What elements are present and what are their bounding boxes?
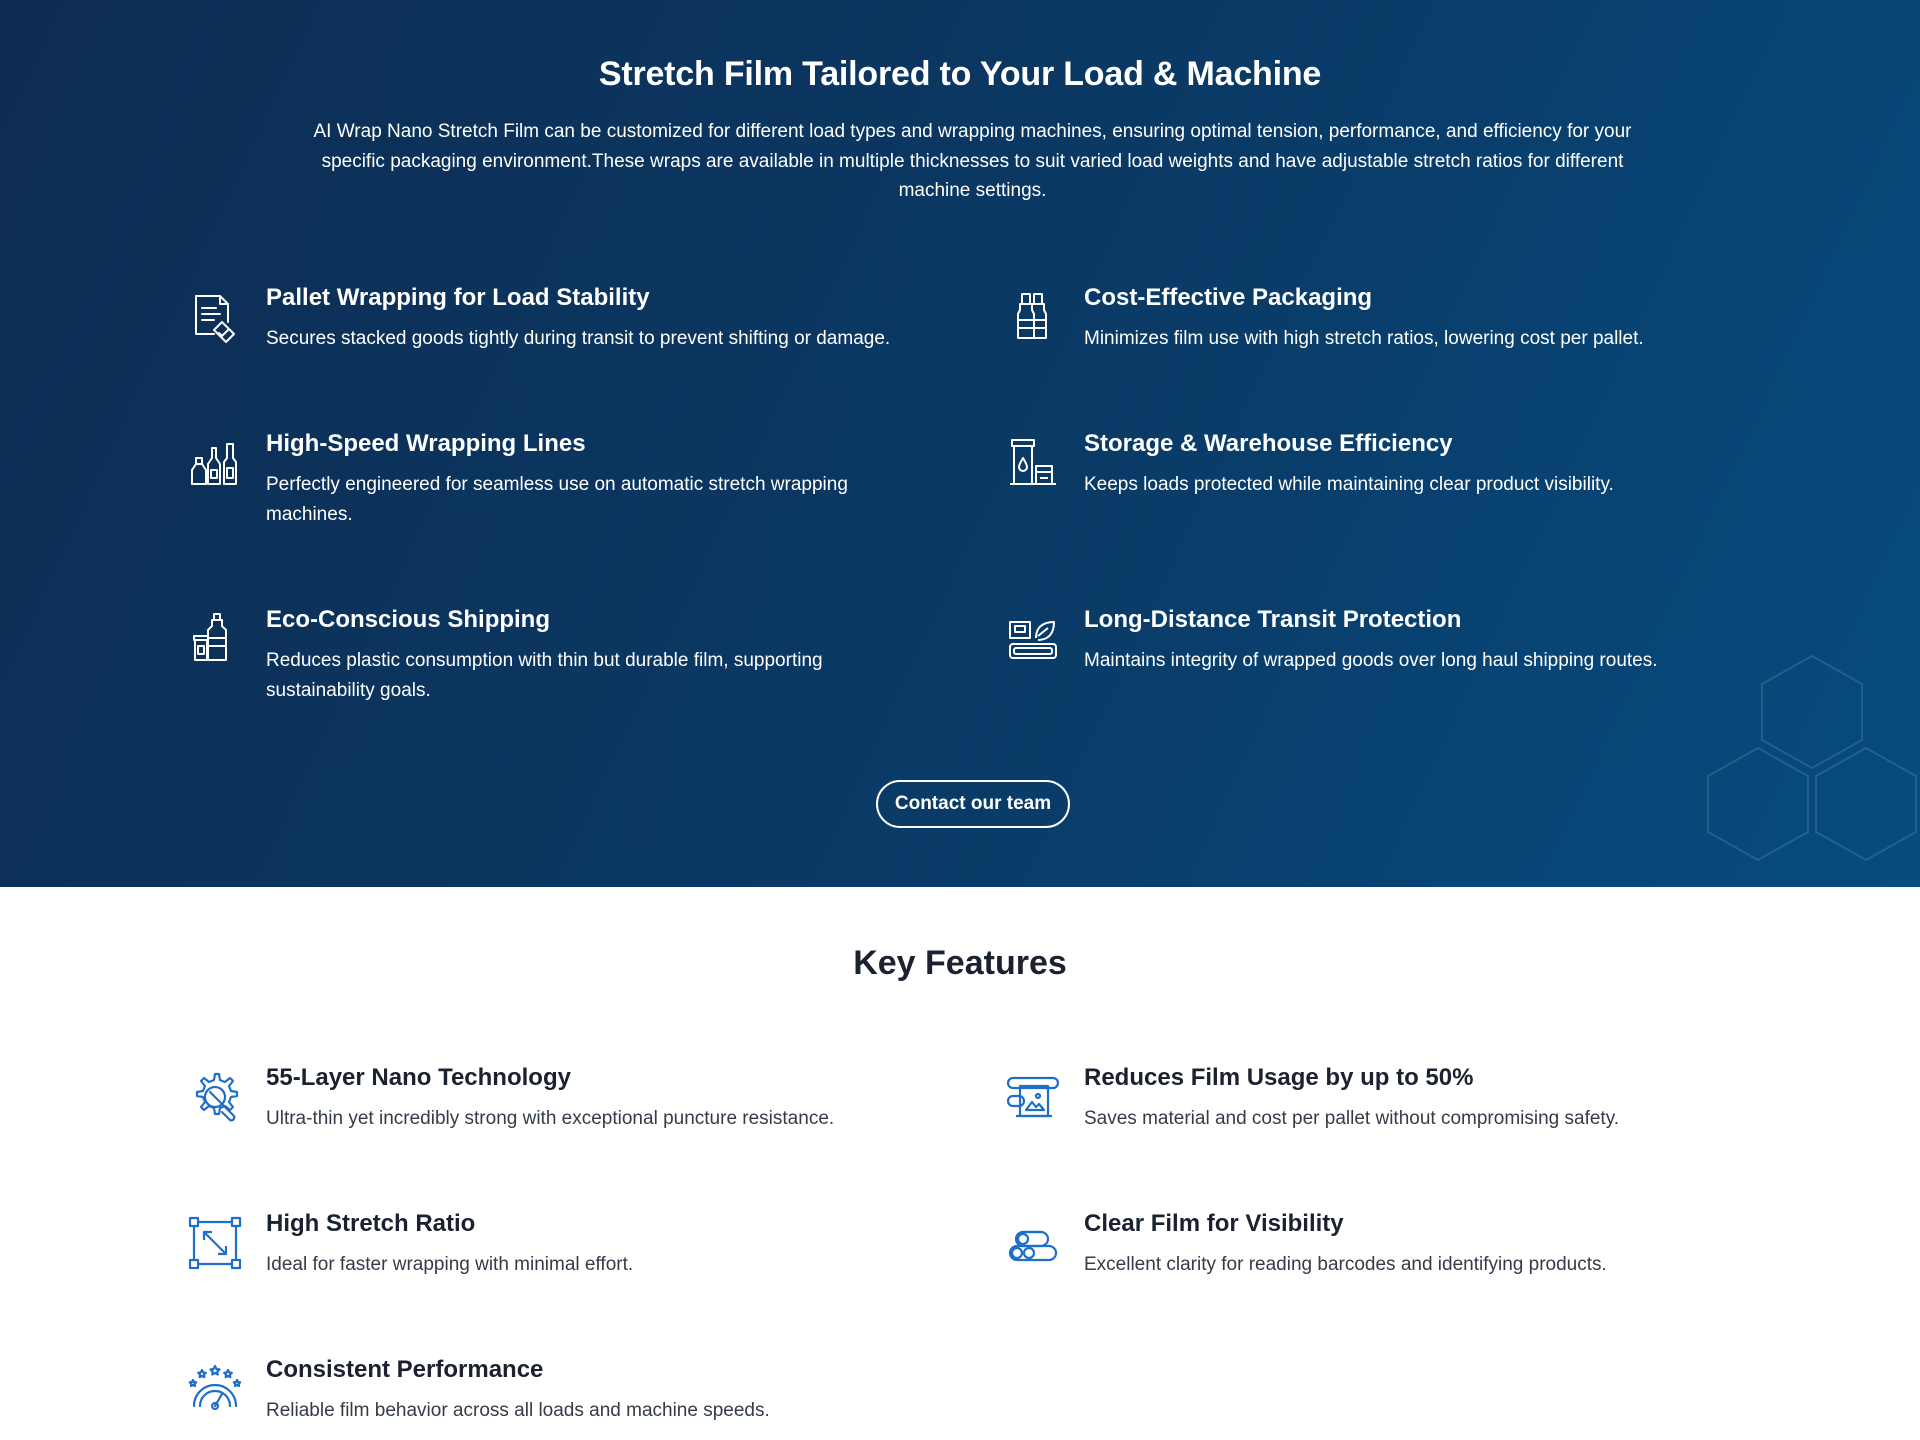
feature-title: Storage & Warehouse Efficiency (1084, 430, 1453, 457)
feature-description: Ultra-thin yet incredibly strong with exceptional puncture resistance. (266, 1108, 835, 1129)
feature-description: Perfectly engineered for seamless use on automatic stretch wrapping machines. (266, 474, 848, 525)
feature-title: High-Speed Wrapping Lines (266, 430, 586, 457)
feature-description: Maintains integrity of wrapped goods over long haul shipping routes. (1084, 650, 1658, 671)
bottle-set-icon (188, 436, 242, 490)
gear-wrench-icon (188, 1070, 242, 1124)
feature-description: Ideal for faster wrapping with minimal effort. (266, 1254, 634, 1275)
packages-leaf-icon (1006, 612, 1060, 666)
feature-title: High Stretch Ratio (266, 1210, 476, 1237)
hexagon-decoration (1690, 650, 1920, 870)
feature-description: Keeps loads protected while maintaining clear product visibility. (1084, 474, 1614, 495)
bottles-icon (1006, 290, 1060, 344)
feature-title: Pallet Wrapping for Load Stability (266, 284, 650, 311)
feature-description: Excellent clarity for reading barcodes and identifying products. (1084, 1254, 1607, 1275)
film-rolls-icon (1006, 1216, 1060, 1270)
document-check-icon (188, 290, 242, 344)
feature-description: Secures stacked goods tightly during transit to prevent shifting or damage. (266, 328, 891, 349)
feature-description: Reliable film behavior across all loads and machine speeds. (266, 1400, 770, 1421)
film-roll-printer-icon (1006, 1070, 1060, 1124)
feature-title: Cost-Effective Packaging (1084, 284, 1373, 311)
feature-title: Long-Distance Transit Protection (1084, 606, 1462, 633)
feature-title: Eco-Conscious Shipping (266, 606, 551, 633)
feature-title: Consistent Performance (266, 1356, 544, 1383)
stretch-square-icon (188, 1216, 242, 1270)
tube-jar-icon (1006, 436, 1060, 490)
gauge-stars-icon (188, 1362, 242, 1416)
feature-title: Clear Film for Visibility (1084, 1210, 1344, 1237)
feature-title: Reduces Film Usage by up to 50% (1084, 1064, 1474, 1091)
feature-description: Saves material and cost per pallet without compromising safety. (1084, 1108, 1620, 1129)
section-title: Stretch Film Tailored to Your Load & Machine (598, 55, 1322, 93)
key-features-title: Key Features (853, 944, 1067, 982)
bottle-jar-icon (188, 612, 242, 666)
key-features-section (0, 887, 1920, 1440)
feature-description: Reduces plastic consumption with thin but durable film, supporting sustainability goals. (266, 650, 823, 701)
feature-title: 55-Layer Nano Technology (266, 1064, 571, 1091)
contact-team-button[interactable]: Contact our team (876, 780, 1070, 828)
feature-description: Minimizes film use with high stretch ratios, lowering cost per pallet. (1084, 328, 1644, 349)
section-description: AI Wrap Nano Stretch Film can be customized for different load types and wrapping machines, ensuring optimal tension, performance, and efficiency for your specific packaging environment.These wraps are available in multiple thicknesses to suit varied load weights and have adjustable stretch ratios for different machine settings. (313, 121, 1632, 201)
